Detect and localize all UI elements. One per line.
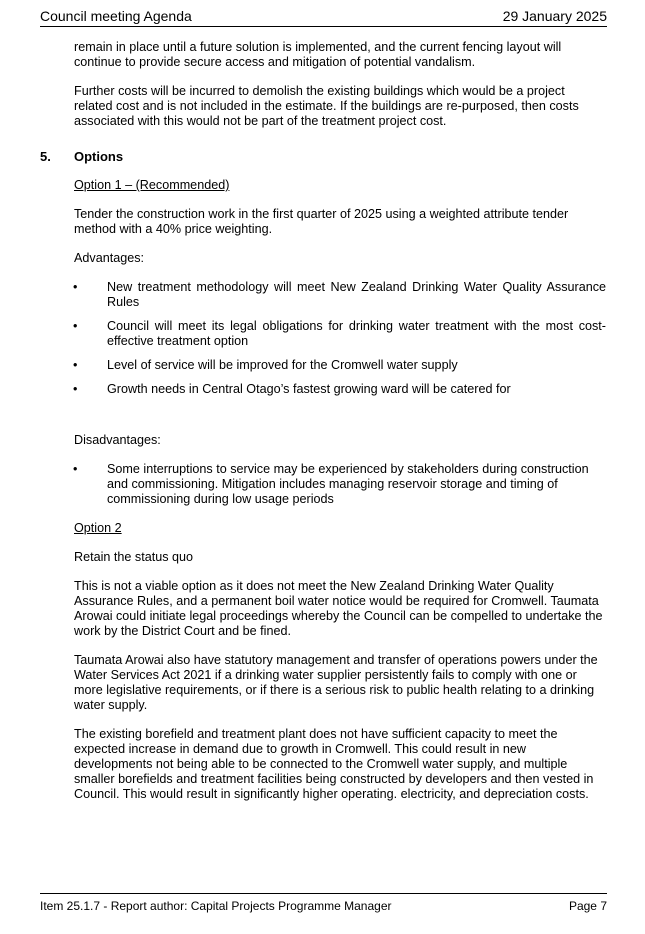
option2-paragraph-3: The existing borefield and treatment plant does not have sufficient capacity to meet the expected increase in demand due to growth in Cromwell. This could result in new developments not being able to be connected to the Cromwell water supply, and multiple smaller borefields and treatment facilities being constructed by developers and then vested in Council. This would result in significantly higher operating. electricity, and depreciation costs. xyxy=(74,727,594,801)
list-item-text: Level of service will be improved for the Cromwell water supply xyxy=(107,358,458,372)
disadvantages-label: Disadvantages: xyxy=(74,433,161,447)
option1-description: Tender the construction work in the first quarter of 2025 using a weighted attribute tender method with a 40% price weighting. xyxy=(74,207,569,236)
option1-title: Option 1 – (Recommended) xyxy=(74,178,230,192)
page-header xyxy=(40,6,607,27)
section-heading xyxy=(40,149,606,164)
page-footer xyxy=(40,893,607,918)
list-item-text: Council will meet its legal obligations for drinking water treatment with the most cost-effective treatment option xyxy=(107,319,606,348)
bullet-icon: • xyxy=(73,280,78,294)
bullet-icon: • xyxy=(73,462,78,476)
header-date: 29 January 2025 xyxy=(502,8,607,24)
paragraph-intro-2: Further costs will be incurred to demolish the existing buildings which would be a project related cost and is not included in the estimate. If the buildings are re-purposed, then costs associated with this would not be part of the treatment project cost. xyxy=(74,84,579,128)
list-item-text: Some interruptions to service may be experienced by stakeholders during construction and commissioning. Mitigation includes managing reservoir storage and timing of commissioning during low usage periods xyxy=(107,462,589,506)
disadvantages-list xyxy=(74,462,606,507)
footer-item-author: Item 25.1.7 - Report author: Capital Projects Programme Manager xyxy=(40,899,392,913)
bullet-icon: • xyxy=(73,358,78,372)
page-number: Page 7 xyxy=(568,899,607,913)
list-item xyxy=(74,382,606,397)
option2-description: Retain the status quo xyxy=(74,550,194,564)
bullet-icon: • xyxy=(73,382,78,396)
header-title: Council meeting Agenda xyxy=(40,8,192,24)
advantages-label: Advantages: xyxy=(74,251,145,265)
advantages-list xyxy=(74,280,606,397)
section-title: Options xyxy=(74,149,124,164)
option2-paragraph-2: Taumata Arowai also have statutory management and transfer of operations powers under the Water Services Act 2021 if a drinking water supplier persistently fails to comply with one or more legislative requirements, or if there is a serious risk to public health relating to a drinking water supply. xyxy=(74,653,598,712)
document-body xyxy=(40,40,606,816)
list-item-text: Growth needs in Central Otago’s fastest growing ward will be catered for xyxy=(107,382,511,396)
section-number: 5. xyxy=(40,149,51,164)
list-item-text: New treatment methodology will meet New Zealand Drinking Water Quality Assurance Rules xyxy=(107,280,606,309)
list-item xyxy=(74,358,606,373)
bullet-icon: • xyxy=(73,319,78,333)
list-item xyxy=(74,280,606,310)
list-item xyxy=(74,319,606,349)
paragraph-intro-1: remain in place until a future solution is implemented, and the current fencing layout will continue to provide secure access and mitigation of potential vandalism. xyxy=(74,40,562,69)
list-item xyxy=(74,462,606,507)
option2-paragraph-1: This is not a viable option as it does not meet the New Zealand Drinking Water Quality Assurance Rules, and a permanent boil water notice would be required for Cromwell. Taumata Arowai could initiate legal proceedings whereby the Council can be compelled to undertake the work by the District Court and be fined. xyxy=(74,579,603,638)
option2-title: Option 2 xyxy=(74,521,122,535)
spacer xyxy=(74,411,606,433)
